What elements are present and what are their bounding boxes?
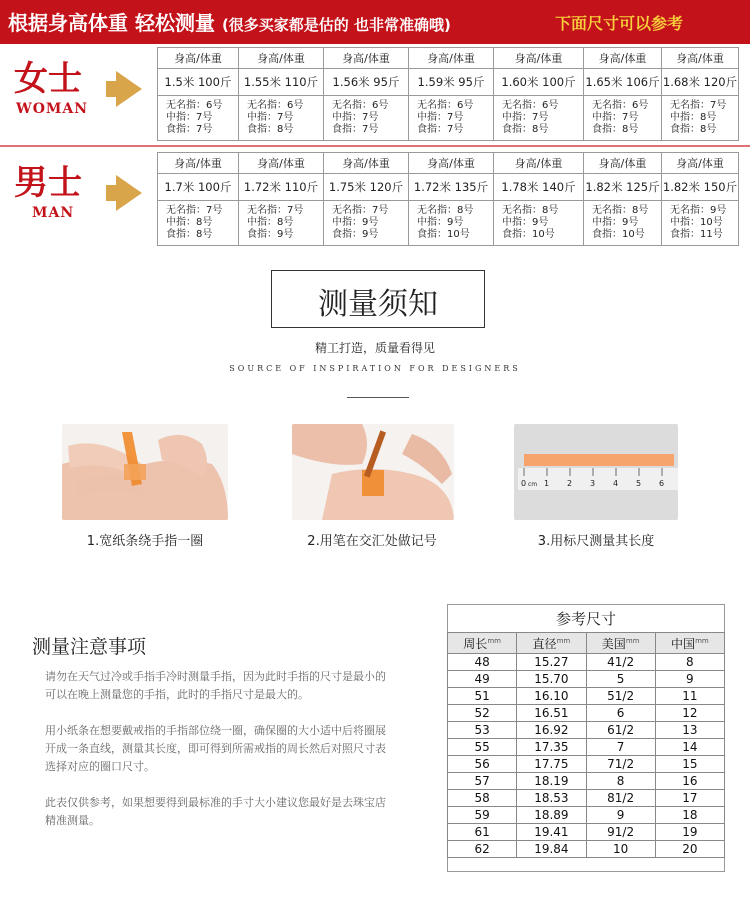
man-label-en: MAN <box>32 205 75 221</box>
reference-row <box>448 688 725 705</box>
ruler-label-6: 6 <box>659 479 665 488</box>
index-finger-size: 食指：10号 <box>502 229 555 240</box>
step2-caption: 2.用笔在交汇处做记号 <box>307 534 437 549</box>
banner-small-text: (很多买家都是估的 也非常准确哦) <box>221 16 451 34</box>
header-cell: 身高/体重 <box>409 48 494 69</box>
height-weight-cell: 1.7米 100斤 <box>158 174 239 201</box>
reference-header-unit: mm <box>695 636 709 645</box>
reference-cell: 18.53 <box>517 790 586 807</box>
reference-cell: 59 <box>448 807 517 824</box>
reference-cell: 58 <box>448 790 517 807</box>
reference-row <box>448 671 725 688</box>
reference-header-label: 周长 <box>463 636 488 651</box>
reference-size-table <box>447 632 725 858</box>
reference-cell: 61/2 <box>586 722 655 739</box>
woman-arrow-icon <box>116 71 142 107</box>
reference-cell: 7 <box>586 739 655 756</box>
finger-size-cell <box>324 96 409 141</box>
reference-header-cell <box>448 633 517 654</box>
finger-size-cell <box>239 96 324 141</box>
height-weight-cell: 1.5米 100斤 <box>158 69 239 96</box>
hand-wrap-illustration <box>62 424 228 520</box>
finger-size-cell <box>324 201 409 246</box>
reference-cell: 62 <box>448 841 517 858</box>
height-weight-cell: 1.59米 95斤 <box>409 69 494 96</box>
middle-finger-size: 中指：7号 <box>417 112 464 123</box>
index-finger-size: 食指：7号 <box>332 124 379 135</box>
ruler-label-unit: cm <box>528 481 538 488</box>
step1-photo <box>62 424 228 520</box>
reference-cell: 71/2 <box>586 756 655 773</box>
index-finger-size: 食指：8号 <box>670 124 717 135</box>
note-line: 请勿在天气过冷或手指手冷时测量手指，因为此时手指的尺寸是最小的 <box>45 670 386 683</box>
note-line: 开成一条直线，测量其长度，即可得到所需戒指的周长然后对照尺寸表 <box>45 742 386 755</box>
reference-cell: 55 <box>448 739 517 756</box>
middle-finger-size: 中指：9号 <box>592 217 639 228</box>
reference-cell: 8 <box>655 654 724 671</box>
ring-finger-size: 无名指：7号 <box>166 205 223 216</box>
reference-header-cell <box>655 633 724 654</box>
finger-size-cell <box>409 201 494 246</box>
reference-row <box>448 841 725 858</box>
notice-english-tagline: SOURCE OF INSPIRATION FOR DESIGNERS <box>229 364 521 373</box>
ruler-label-1: 1 <box>544 479 550 488</box>
middle-finger-size: 中指：7号 <box>332 112 379 123</box>
reference-cell: 15.27 <box>517 654 586 671</box>
reference-cell: 13 <box>655 722 724 739</box>
reference-row <box>448 773 725 790</box>
step3-photo <box>514 424 678 520</box>
reference-cell: 49 <box>448 671 517 688</box>
reference-cell: 15 <box>655 756 724 773</box>
ring-finger-size: 无名指：6号 <box>502 100 559 111</box>
reference-header-unit: mm <box>487 636 501 645</box>
index-finger-size: 食指：9号 <box>247 229 294 240</box>
ruler-label-4: 4 <box>613 479 619 488</box>
reference-cell: 10 <box>586 841 655 858</box>
reference-cell: 17 <box>655 790 724 807</box>
reference-row <box>448 807 725 824</box>
middle-finger-size: 中指：10号 <box>670 217 723 228</box>
height-weight-cell: 1.65米 106斤 <box>584 69 662 96</box>
reference-header-unit: mm <box>556 636 571 645</box>
ring-finger-size: 无名指：6号 <box>592 100 649 111</box>
step2-photo <box>292 424 454 520</box>
index-finger-size: 食指：11号 <box>670 229 723 240</box>
note-line: 用小纸条在想要戴戒指的手指部位绕一圈，确保圈的大小适中后将圈展 <box>45 724 386 737</box>
reference-cell: 52 <box>448 705 517 722</box>
middle-finger-size: 中指：9号 <box>332 217 379 228</box>
reference-cell: 9 <box>586 807 655 824</box>
header-cell: 身高/体重 <box>584 48 662 69</box>
height-weight-cell: 1.82米 150斤 <box>662 174 739 201</box>
note-paragraph-3 <box>45 794 425 830</box>
header-cell: 身高/体重 <box>239 48 324 69</box>
notice-title: 测量须知 <box>318 287 438 322</box>
reference-row <box>448 739 725 756</box>
header-cell: 身高/体重 <box>158 48 239 69</box>
header-cell: 身高/体重 <box>324 48 409 69</box>
finger-size-cell <box>584 201 662 246</box>
reference-header-unit: mm <box>625 636 640 645</box>
reference-cell: 19 <box>655 824 724 841</box>
finger-size-cell <box>158 96 239 141</box>
index-finger-size: 食指：10号 <box>592 229 645 240</box>
index-finger-size: 食指：7号 <box>417 124 464 135</box>
finger-size-cell <box>494 201 584 246</box>
banner-right-text: 下面尺寸可以参考 <box>555 14 684 33</box>
ring-finger-size: 无名指：6号 <box>247 100 304 111</box>
finger-size-cell <box>494 96 584 141</box>
ring-finger-size: 无名指：6号 <box>417 100 474 111</box>
reference-cell: 17.75 <box>517 756 586 773</box>
step3-caption: 3.用标尺测量其长度 <box>537 534 655 549</box>
reference-cell: 6 <box>586 705 655 722</box>
reference-cell: 18 <box>655 807 724 824</box>
finger-size-cell <box>409 96 494 141</box>
reference-cell: 18.19 <box>517 773 586 790</box>
note-line: 选择对应的圈口尺寸。 <box>45 760 155 773</box>
note-line: 可以在晚上测量您的手指，此时的手指尺寸是最大的。 <box>45 688 309 701</box>
reference-cell: 17.35 <box>517 739 586 756</box>
middle-finger-size: 中指：8号 <box>166 217 213 228</box>
banner-headline <box>8 7 451 36</box>
middle-finger-size: 中指：7号 <box>592 112 639 123</box>
header-cell: 身高/体重 <box>409 153 494 174</box>
note-paragraph-2 <box>45 722 425 776</box>
reference-cell: 16 <box>655 773 724 790</box>
reference-cell: 11 <box>655 688 724 705</box>
reference-cell: 16.10 <box>517 688 586 705</box>
reference-row <box>448 824 725 841</box>
ring-finger-size: 无名指：8号 <box>417 205 474 216</box>
height-weight-cell: 1.72米 135斤 <box>409 174 494 201</box>
ring-finger-size: 无名指：9号 <box>670 205 727 216</box>
man-arrow-icon <box>116 175 142 211</box>
reference-cell: 12 <box>655 705 724 722</box>
banner-main-text: 根据身高体重 轻松测量 <box>8 11 215 35</box>
reference-cell: 41/2 <box>586 654 655 671</box>
woman-label-cn: 女士 <box>14 59 82 99</box>
man-height-weight-row <box>158 174 739 201</box>
middle-finger-size: 中指：7号 <box>247 112 294 123</box>
reference-header-cell <box>517 633 586 654</box>
header-cell: 身高/体重 <box>239 153 324 174</box>
note-line: 精准测量。 <box>45 814 100 827</box>
reference-header-label: 中国 <box>671 636 696 651</box>
height-weight-cell: 1.75米 120斤 <box>324 174 409 201</box>
reference-cell: 9 <box>655 671 724 688</box>
man-size-table <box>157 152 739 246</box>
header-cell: 身高/体重 <box>662 48 739 69</box>
woman-finger-size-row <box>158 96 739 141</box>
woman-header-row <box>158 48 739 69</box>
woman-size-table <box>157 47 739 141</box>
reference-header-row <box>448 633 725 654</box>
reference-row <box>448 756 725 773</box>
reference-cell: 56 <box>448 756 517 773</box>
finger-size-cell <box>239 201 324 246</box>
height-weight-cell: 1.78米 140斤 <box>494 174 584 201</box>
middle-finger-size: 中指：8号 <box>670 112 717 123</box>
height-weight-cell: 1.72米 110斤 <box>239 174 324 201</box>
ring-finger-size: 无名指：8号 <box>592 205 649 216</box>
man-header-row <box>158 153 739 174</box>
reference-cell: 16.92 <box>517 722 586 739</box>
ring-finger-size: 无名指：6号 <box>332 100 389 111</box>
finger-size-cell <box>662 96 739 141</box>
ruler-icon <box>518 468 678 490</box>
ruler-illustration <box>514 424 678 520</box>
index-finger-size: 食指：10号 <box>417 229 470 240</box>
paper-strip <box>524 454 674 466</box>
notes-title: 测量注意事项 <box>32 636 147 658</box>
ring-finger-size: 无名指：6号 <box>166 100 223 111</box>
reference-header-cell <box>586 633 655 654</box>
reference-cell: 18.89 <box>517 807 586 824</box>
ring-finger-size: 无名指：7号 <box>332 205 389 216</box>
height-weight-cell: 1.55米 110斤 <box>239 69 324 96</box>
reference-row <box>448 654 725 671</box>
woman-label-en: WOMAN <box>16 101 89 117</box>
note-paragraph-1 <box>45 668 425 704</box>
reference-cell: 19.41 <box>517 824 586 841</box>
index-finger-size: 食指：8号 <box>592 124 639 135</box>
reference-row <box>448 705 725 722</box>
notice-underline <box>347 397 409 398</box>
reference-row <box>448 722 725 739</box>
reference-cell: 51 <box>448 688 517 705</box>
header-cell: 身高/体重 <box>662 153 739 174</box>
header-cell: 身高/体重 <box>584 153 662 174</box>
ring-finger-size: 无名指：7号 <box>247 205 304 216</box>
reference-cell: 81/2 <box>586 790 655 807</box>
reference-cell: 53 <box>448 722 517 739</box>
reference-cell: 91/2 <box>586 824 655 841</box>
header-cell: 身高/体重 <box>494 48 584 69</box>
hand-mark-illustration <box>292 424 454 520</box>
ring-finger-size: 无名指：7号 <box>670 100 727 111</box>
middle-finger-size: 中指：7号 <box>502 112 549 123</box>
index-finger-size: 食指：8号 <box>166 229 213 240</box>
middle-finger-size: 中指：8号 <box>247 217 294 228</box>
reference-cell: 14 <box>655 739 724 756</box>
reference-cell: 48 <box>448 654 517 671</box>
reference-header-label: 美国 <box>601 636 626 651</box>
finger-size-cell <box>584 96 662 141</box>
finger-size-cell <box>662 201 739 246</box>
middle-finger-size: 中指：7号 <box>166 112 213 123</box>
height-weight-cell: 1.82米 125斤 <box>584 174 662 201</box>
finger-size-cell <box>158 201 239 246</box>
index-finger-size: 食指：7号 <box>166 124 213 135</box>
note-line: 此表仅供参考，如果想要得到最标准的手寸大小建议您最好是去珠宝店 <box>45 796 386 809</box>
man-label-cn: 男士 <box>14 163 82 203</box>
step1-caption: 1.宽纸条绕手指一圈 <box>86 534 204 549</box>
man-finger-size-row <box>158 201 739 246</box>
index-finger-size: 食指：9号 <box>332 229 379 240</box>
middle-finger-size: 中指：9号 <box>502 217 549 228</box>
height-weight-cell: 1.60米 100斤 <box>494 69 584 96</box>
ring-finger-size: 无名指：8号 <box>502 205 559 216</box>
reference-cell: 16.51 <box>517 705 586 722</box>
height-weight-cell: 1.56米 95斤 <box>324 69 409 96</box>
notice-subtitle: 精工打造，质量看得见 <box>314 341 435 355</box>
ruler-label-0: 0 <box>521 479 527 488</box>
reference-cell: 20 <box>655 841 724 858</box>
ruler-label-5: 5 <box>636 479 642 488</box>
reference-cell: 57 <box>448 773 517 790</box>
index-finger-size: 食指：8号 <box>502 124 549 135</box>
header-cell: 身高/体重 <box>324 153 409 174</box>
header-cell: 身高/体重 <box>494 153 584 174</box>
woman-height-weight-row <box>158 69 739 96</box>
reference-cell: 15.70 <box>517 671 586 688</box>
reference-table-title: 参考尺寸 <box>555 610 616 628</box>
ruler-label-3: 3 <box>590 479 596 488</box>
index-finger-size: 食指：8号 <box>247 124 294 135</box>
section-divider <box>0 145 750 147</box>
reference-cell: 8 <box>586 773 655 790</box>
reference-header-label: 直径 <box>532 636 557 651</box>
ruler-label-2: 2 <box>567 479 573 488</box>
height-weight-cell: 1.68米 120斤 <box>662 69 739 96</box>
reference-cell: 51/2 <box>586 688 655 705</box>
reference-row <box>448 790 725 807</box>
middle-finger-size: 中指：9号 <box>417 217 464 228</box>
reference-cell: 5 <box>586 671 655 688</box>
header-cell: 身高/体重 <box>158 153 239 174</box>
reference-cell: 61 <box>448 824 517 841</box>
reference-cell: 19.84 <box>517 841 586 858</box>
